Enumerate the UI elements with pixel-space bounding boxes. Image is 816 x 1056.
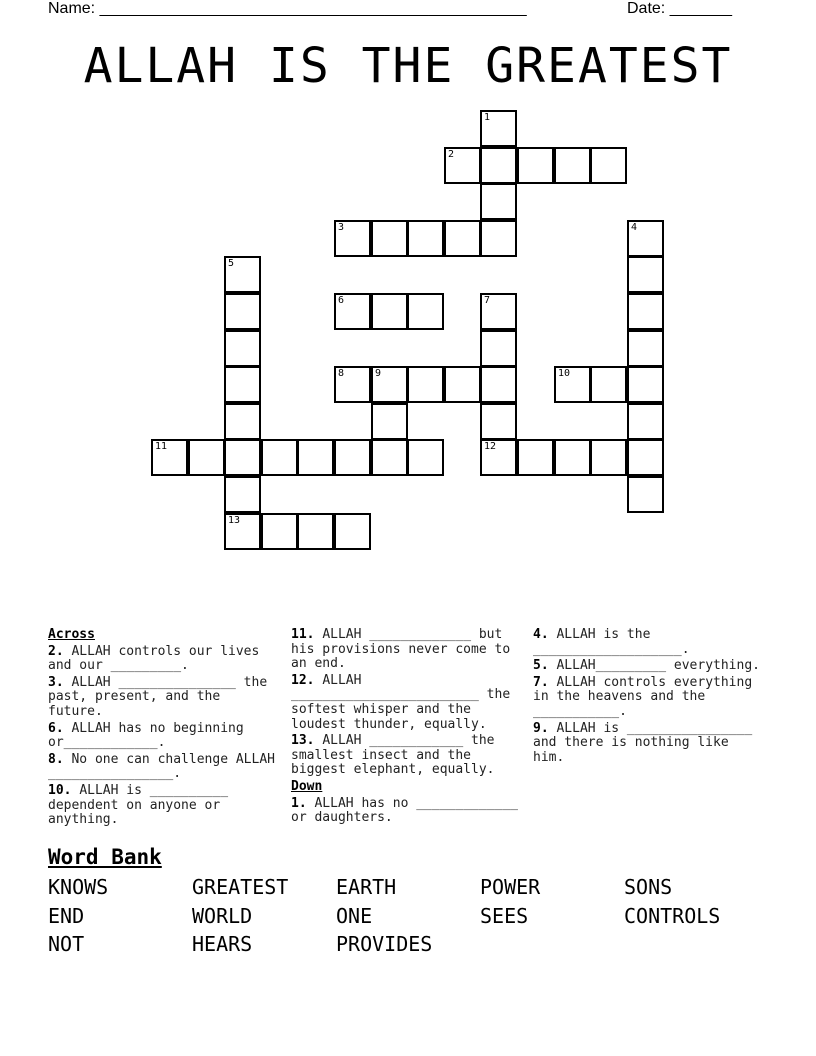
clue-column-1 [48, 628, 280, 830]
crossword-cell[interactable] [224, 403, 261, 440]
crossword-cell[interactable] [297, 513, 334, 550]
word-bank [48, 873, 768, 959]
crossword-cell[interactable] [480, 403, 517, 440]
clue-number: 7 [484, 295, 491, 306]
crossword-cell[interactable] [371, 366, 408, 403]
across-heading: Across [48, 627, 95, 642]
crossword-cell[interactable] [444, 220, 481, 257]
date-field[interactable]: Date: _______ [627, 0, 732, 17]
crossword-cell[interactable] [334, 220, 371, 257]
crossword-cell[interactable] [627, 476, 664, 513]
crossword-cell[interactable] [554, 439, 591, 476]
clue-number: 12 [484, 441, 497, 452]
crossword-cell[interactable] [444, 147, 481, 184]
crossword-cell[interactable] [334, 293, 371, 330]
crossword-cell[interactable] [371, 293, 408, 330]
crossword-cell[interactable] [590, 366, 627, 403]
word-bank-item: GREATEST [192, 875, 289, 899]
clue-across-6: 6. ALLAH has no beginning or____________. [48, 720, 244, 751]
word-bank-row [48, 873, 768, 902]
crossword-cell[interactable] [261, 439, 298, 476]
crossword-cell[interactable] [407, 366, 444, 403]
clue-across-12: 12. ALLAH ________________________ the softest whisper and the loudest thunder, equally. [291, 672, 511, 732]
crossword-cell[interactable] [224, 513, 261, 550]
crossword-cell[interactable] [627, 220, 664, 257]
word-bank-item: WORLD [192, 903, 253, 928]
crossword-cell[interactable] [224, 293, 261, 330]
down-heading: Down [291, 778, 323, 794]
clue-number: 13 [228, 515, 241, 526]
clue-across-8: 8. No one can challenge ALLAH ________________. [48, 751, 275, 782]
clue-down-9: 9. ALLAH is ________________ and there is nothing like him. [533, 720, 753, 765]
crossword-cell[interactable] [627, 293, 664, 330]
word-bank-item: PROVIDES [336, 932, 433, 956]
crossword-cell[interactable] [480, 439, 517, 476]
crossword-cell[interactable] [224, 256, 261, 293]
crossword-cell[interactable] [554, 366, 591, 403]
crossword-cell[interactable] [371, 220, 408, 257]
clue-number: 3 [338, 222, 345, 233]
crossword-cell[interactable] [590, 147, 627, 184]
page-title: ALLAH IS THE GREATEST [83, 38, 733, 94]
crossword-cell[interactable] [627, 403, 664, 440]
crossword-cell[interactable] [224, 476, 261, 513]
clue-number: 1 [484, 112, 491, 123]
word-bank-title: Word Bank [48, 845, 162, 869]
crossword-cell[interactable] [224, 330, 261, 367]
word-bank-item: END [48, 903, 85, 928]
crossword-cell[interactable] [627, 256, 664, 293]
crossword-cell[interactable] [480, 293, 517, 330]
crossword-cell[interactable] [627, 330, 664, 367]
crossword-cell[interactable] [590, 439, 627, 476]
clue-down-7: 7. ALLAH controls everything in the heavens and the ___________. [533, 674, 753, 719]
crossword-cell[interactable] [480, 366, 517, 403]
word-bank-item: EARTH [336, 875, 397, 899]
clue-across-3: 3. ALLAH _______________ the past, present, and the future. [48, 674, 268, 719]
crossword-cell[interactable] [480, 330, 517, 367]
clue-across-10: 10. ALLAH is __________ dependent on anyone or anything. [48, 782, 229, 828]
crossword-cell[interactable] [224, 439, 261, 476]
clue-number: 9 [375, 368, 382, 379]
crossword-cell[interactable] [407, 439, 444, 476]
clue-number: 2 [448, 149, 455, 160]
crossword-cell[interactable] [371, 403, 408, 440]
word-bank-row [48, 902, 768, 931]
clue-column-3 [533, 628, 765, 767]
crossword-cell[interactable] [407, 293, 444, 330]
clue-down-1: 1. ALLAH has no _____________ or daughters. [291, 795, 518, 826]
crossword-cell[interactable] [480, 183, 517, 220]
clue-number: 6 [338, 295, 345, 306]
word-bank-item: HEARS [192, 932, 253, 956]
word-bank-row [48, 930, 768, 959]
word-bank-item: POWER [480, 875, 541, 899]
clue-number: 10 [558, 368, 571, 379]
word-bank-item: CONTROLS [624, 903, 721, 928]
clue-number: 5 [228, 258, 235, 269]
clue-column-2 [291, 628, 523, 828]
crossword-cell[interactable] [334, 366, 371, 403]
word-bank-item: KNOWS [48, 875, 109, 899]
crossword-cell[interactable] [444, 366, 481, 403]
clue-number: 8 [338, 368, 345, 379]
clue-down-5: 5. ALLAH_________ everything. [533, 658, 760, 674]
crossword-cell[interactable] [334, 513, 371, 550]
crossword-cell[interactable] [554, 147, 591, 184]
clue-across-2: 2. ALLAH controls our lives and our _________. [48, 643, 260, 674]
clue-across-11: 11. ALLAH _____________ but his provisions never come to an end. [291, 627, 511, 672]
clue-down-4: 4. ALLAH is the ___________________. [533, 627, 690, 657]
word-bank-item: SEES [480, 903, 529, 928]
word-bank-item: SONS [624, 875, 673, 899]
word-bank-item: NOT [48, 932, 85, 956]
clue-across-13: 13. ALLAH ____________ the smallest insect and the biggest elephant, equally. [291, 733, 495, 778]
crossword-cell[interactable] [480, 110, 517, 147]
crossword-cell[interactable] [297, 439, 334, 476]
crossword-cell[interactable] [371, 439, 408, 476]
name-field[interactable]: Name: ________________________________________________ [48, 0, 527, 17]
crossword-cell[interactable] [188, 439, 225, 476]
crossword-cell[interactable] [517, 147, 554, 184]
crossword-cell[interactable] [480, 220, 517, 257]
crossword-cell[interactable] [224, 366, 261, 403]
crossword-cell[interactable] [407, 220, 444, 257]
clue-number: 11 [155, 441, 168, 452]
crossword-cell[interactable] [517, 439, 554, 476]
crossword-cell[interactable] [627, 366, 664, 403]
crossword-cell[interactable] [627, 439, 664, 476]
crossword-cell[interactable] [334, 439, 371, 476]
crossword-cell[interactable] [480, 147, 517, 184]
word-bank-item: ONE [336, 903, 373, 928]
crossword-cell[interactable] [261, 513, 298, 550]
crossword-cell[interactable] [151, 439, 188, 476]
clue-number: 4 [631, 222, 638, 233]
